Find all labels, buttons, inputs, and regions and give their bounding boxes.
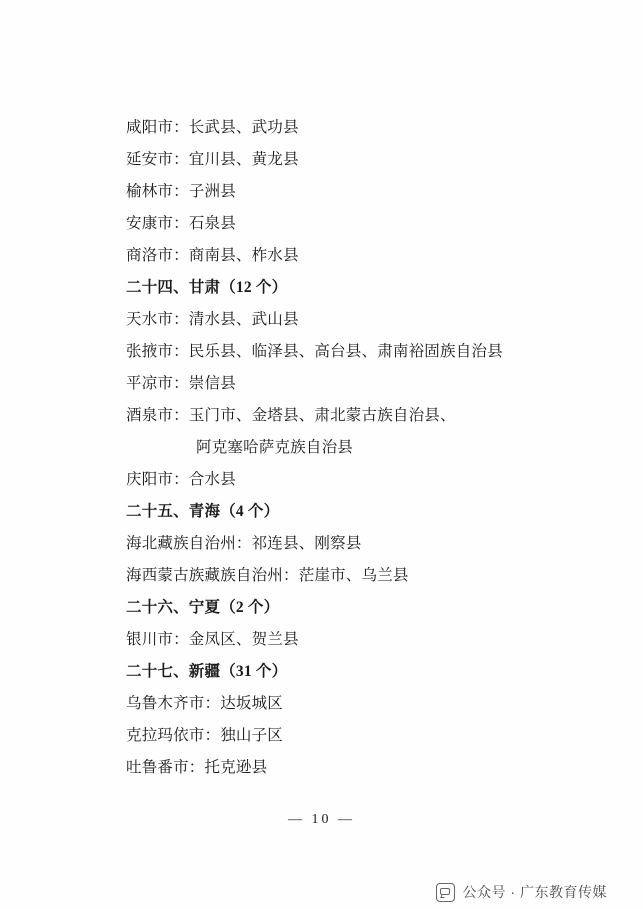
list-item: 商洛市：商南县、柞水县 <box>126 247 299 264</box>
section-heading-gansu: 二十四、甘肃（12 个） <box>126 279 288 296</box>
section-heading-xinjiang: 二十七、新疆（31 个） <box>126 663 288 680</box>
list-item: 平凉市：崇信县 <box>126 375 236 392</box>
section-heading-qinghai: 二十五、青海（4 个） <box>126 503 280 520</box>
list-item: 庆阳市：合水县 <box>126 471 236 488</box>
list-item: 延安市：宜川县、黄龙县 <box>126 151 299 168</box>
list-item: 天水市：清水县、武山县 <box>126 311 299 328</box>
list-item: 酒泉市：玉门市、金塔县、肃北蒙古族自治县、 <box>126 407 456 424</box>
list-item: 乌鲁木齐市：达坂城区 <box>126 695 284 712</box>
list-item: 张掖市：民乐县、临泽县、高台县、肃南裕固族自治县 <box>126 343 503 360</box>
list-item: 海北藏族自治州：祁连县、刚察县 <box>126 535 362 552</box>
list-item-continuation: 阿克塞哈萨克族自治县 <box>196 439 354 456</box>
list-item: 安康市：石泉县 <box>126 215 236 232</box>
list-item: 海西蒙古族藏族自治州：茫崖市、乌兰县 <box>126 567 409 584</box>
list-item: 银川市：金凤区、贺兰县 <box>126 631 299 648</box>
section-heading-ningxia: 二十六、宁夏（2 个） <box>126 599 280 616</box>
document-body <box>118 112 578 784</box>
page-number: — 10 — <box>288 812 355 827</box>
wechat-official-account-icon <box>436 883 455 902</box>
list-item: 榆林市：子洲县 <box>126 183 236 200</box>
list-item: 克拉玛依市：独山子区 <box>126 727 284 744</box>
footer-text: 公众号 · 广东教育传媒 <box>462 884 607 900</box>
list-item: 吐鲁番市：托克逊县 <box>126 759 268 776</box>
footer-watermark <box>0 882 643 902</box>
list-item: 咸阳市：长武县、武功县 <box>126 119 299 136</box>
